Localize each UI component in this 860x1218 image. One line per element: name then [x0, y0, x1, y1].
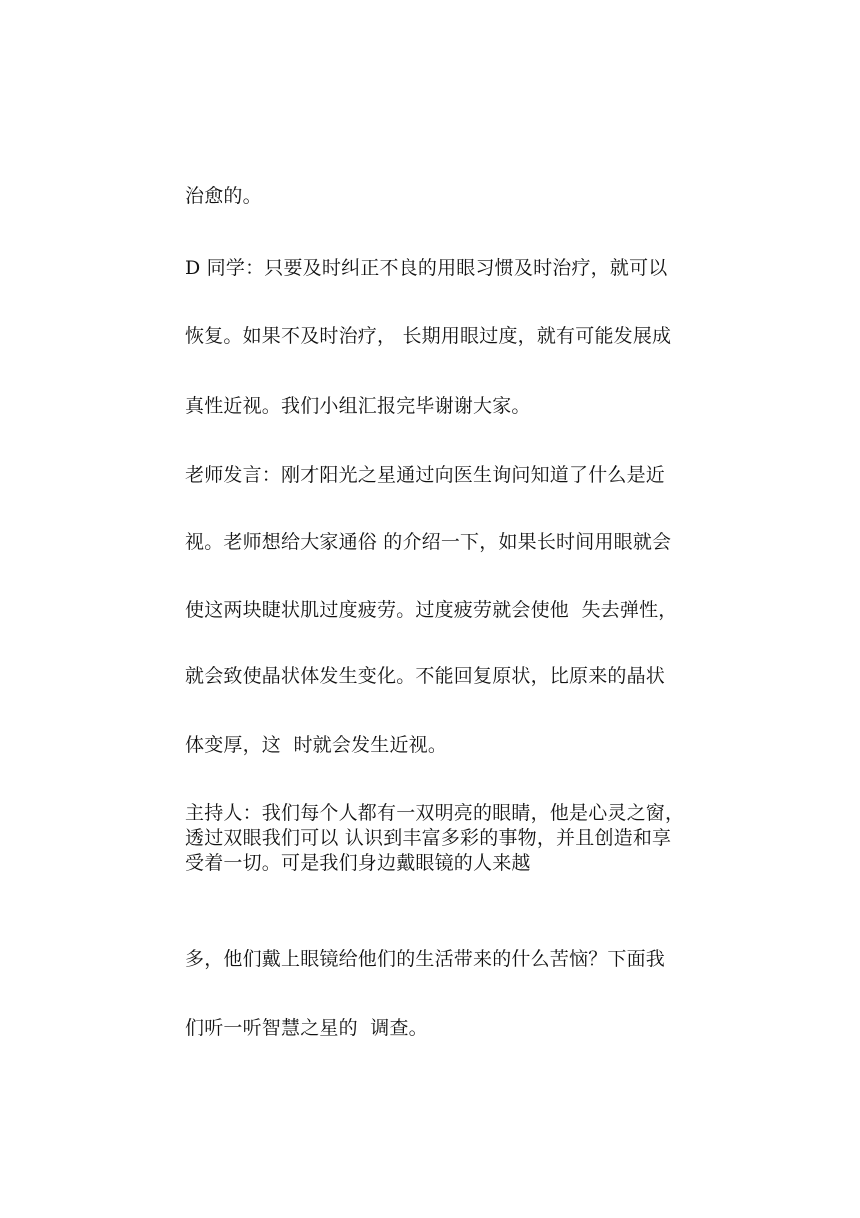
- text-line: D 同学：只要及时纠正不良的用眼习惯及时治疗，就可以: [185, 257, 668, 279]
- text-line: 使这两块睫状肌过度疲劳。过度疲劳就会使他 失去弹性，: [185, 599, 678, 621]
- text-line: 受着一切。可是我们身边戴眼镜的人来越: [185, 852, 531, 874]
- text-line: 恢复。如果不及时治疗， 长期用眼过度，就有可能发展成: [185, 325, 672, 347]
- text-line: 就会致使晶状体发生变化。不能回复原状，比原来的晶状: [185, 665, 666, 687]
- text-line: 视。老师想给大家通俗 的介绍一下，如果长时间用眼就会: [185, 531, 672, 553]
- text-line: 透过双眼我们可以 认识到丰富多彩的事物，并且创造和享: [185, 827, 672, 849]
- text-line: 主持人：我们每个人都有一双明亮的眼睛，他是心灵之窗，: [185, 802, 685, 824]
- text-line: 多，他们戴上眼镜给他们的生活带来的什么苦恼？下面我: [185, 948, 666, 970]
- text-line: 体变厚，这 时就会发生近视。: [185, 734, 448, 756]
- text-line: 真性近视。我们小组汇报完毕谢谢大家。: [185, 395, 531, 417]
- text-line: 们听一听智慧之星的 调查。: [185, 1017, 428, 1039]
- text-line: 治愈的。: [185, 185, 262, 207]
- text-line: 老师发言：刚才阳光之星通过向医生询问知道了什么是近: [185, 464, 666, 486]
